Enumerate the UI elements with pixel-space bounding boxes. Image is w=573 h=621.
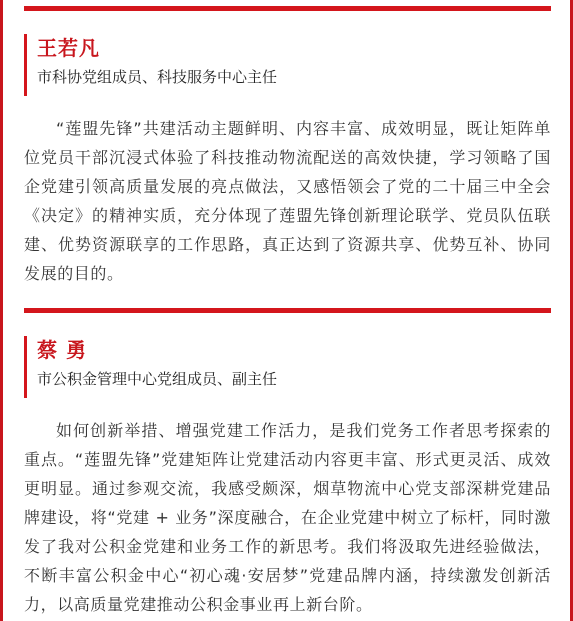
quote-header (24, 34, 551, 96)
speaker-name: 王若凡 (37, 36, 100, 60)
quote-card (24, 332, 551, 619)
speaker-title: 市公积金管理中心党组成员、副主任 (37, 370, 278, 388)
quote-header (24, 336, 551, 398)
quote-card (24, 30, 551, 288)
section-divider (24, 6, 551, 11)
speaker-name: 蔡 勇 (37, 338, 87, 362)
left-border (0, 0, 3, 621)
section-divider (24, 308, 551, 313)
speaker-title: 市科协党组成员、科技服务中心主任 (37, 68, 278, 86)
quote-text: “莲盟先锋”共建活动主题鲜明、内容丰富、成效明显，既让矩阵单位党员干部沉浸式体验了科技推动物流配送的高效快捷，学习领略了国企党建引领高质量发展的亮点做法，又感悟领会了党的二十届三中全会《决定》的精神实质，充分体现了莲盟先锋创新理论联学、党员队伍联建、优势资源联享的工作思路，真正达到了资源共享、优势互补、协同发展的目的。 (24, 119, 551, 283)
quote-text: 如何创新举措、增强党建工作活力，是我们党务工作者思考探索的重点。“莲盟先锋”党建矩阵让党建活动内容更丰富、形式更灵活、成效更明显。通过参观交流，我感受颇深，烟草物流中心党支部深耕党建品牌建设，将“党建 + 业务”深度融合，在企业党建中树立了标杆，同时激发了我对公积金党建和业务工作的新思考。我们将汲取先进经验做法，不断丰富公积金中心“初心魂·安居梦”党建品牌内涵，持续激发创新活力，以高质量党建推动公积金事业再上新台阶。 (24, 421, 551, 614)
